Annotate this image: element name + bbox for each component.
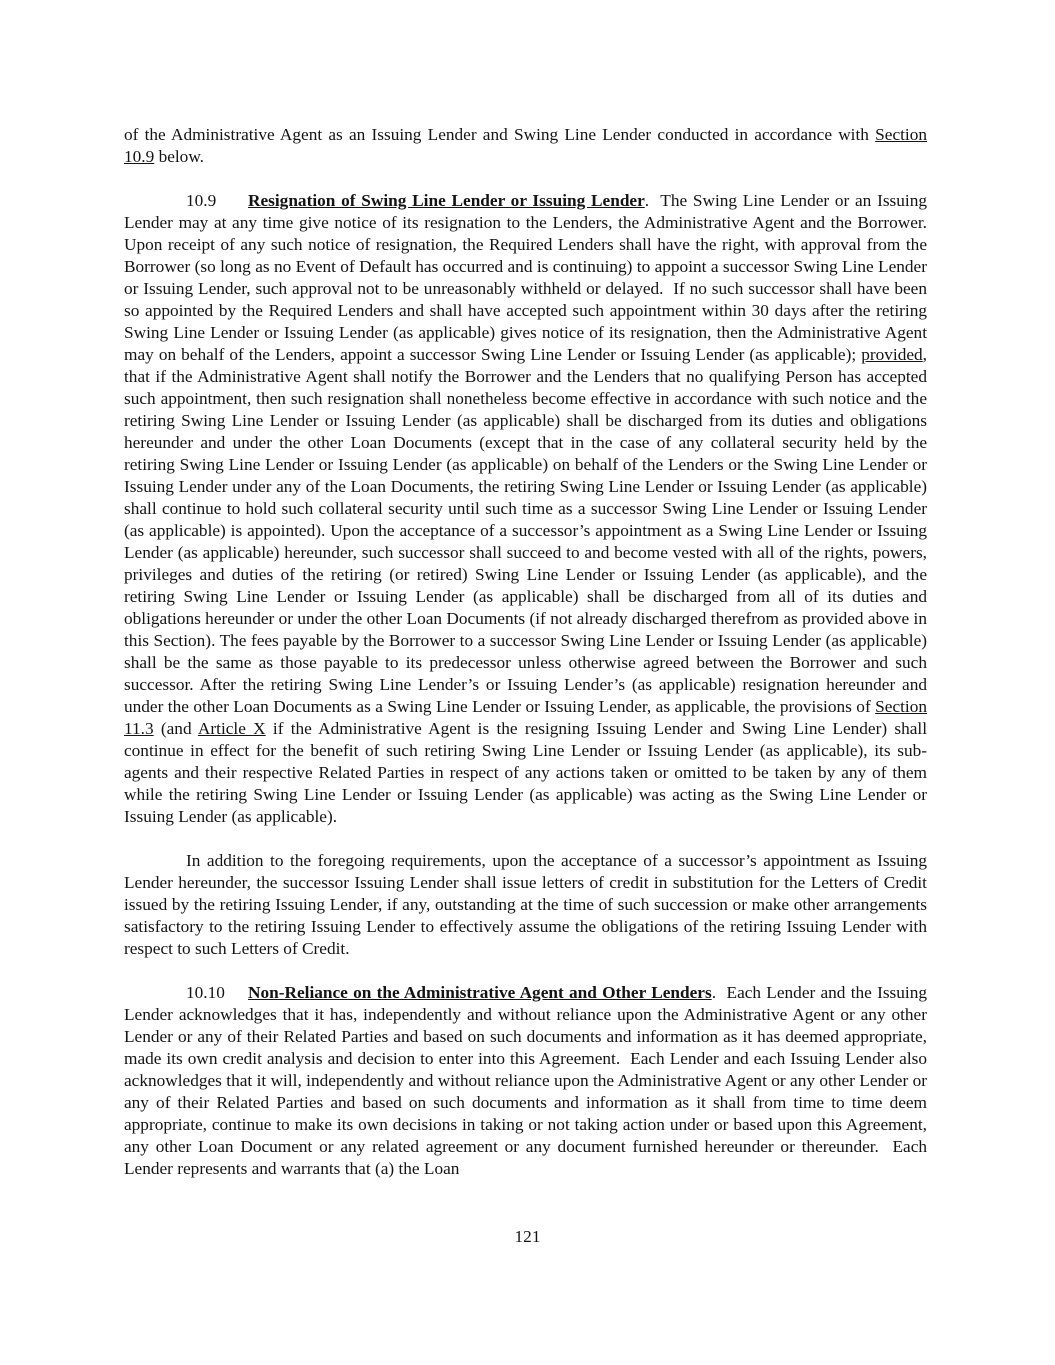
cross-reference-section-10-9: Section 10.9 — [124, 125, 927, 166]
page-number: 121 — [514, 1227, 541, 1246]
section-number: 10.9 — [186, 191, 217, 210]
continuation-paragraph — [124, 124, 927, 168]
heading-punctuation: . — [644, 191, 650, 210]
continuation-text: of the Administrative Agent as an Issuing Lender and Swing Line Lender conducted in accordance with — [124, 125, 876, 144]
heading-punctuation: . — [711, 983, 717, 1002]
section-heading: Resignation of Swing Line Lender or Issuing Lender — [248, 191, 645, 210]
section-text: Each Lender and the Issuing Lender acknowledges that it has, independently and without reliance upon the Administrative Agent or any other Lender or any of their Related Parties and based on such documents and information as it has deemed appropriate, made its own credit analysis and decision to enter into this Agreement. Each Lender and each Issuing Lender also acknowledges that it will, independently and without reliance upon the Administrative Agent or any other Lender or any of their Related Parties and based on such documents and information as it shall from time to time deem appropriate, continue to make its own decisions in taking or not taking action under or based upon this Agreement, any other Loan Document or any related agreement or any document furnished hereunder or thereunder. Each Lender represents and warrants that (a) the Loan — [124, 983, 932, 1178]
section-text: The Swing Line Lender or an Issuing Lender may at any time give notice of its resignation to the Lenders, the Administrative Agent and the Borrower. Upon receipt of any such notice of resignation, the Required Lenders shall have the right, with approval from the Borrower (so long as no Event of Default has occurred and is continuing) to appoint a successor Swing Line Lender or Issuing Lender, such approval not to be unreasonably withheld or delayed. If no such successor shall have been so appointed by the Required Lenders and shall have accepted such appointment within 30 days after the retiring Swing Line Lender or Issuing Lender (as applicable) gives notice of its resignation, then the Administrative Agent may on behalf of the Lenders, appoint a successor Swing Line Lender or Issuing Lender (as applicable); — [124, 191, 936, 364]
additional-requirements-paragraph: In addition to the foregoing requirements, upon the acceptance of a successor’s appointment as Issuing Lender hereunder, the successor Issuing Lender shall issue letters of credit in substitution for the Letters of Credit issued by the retiring Issuing Lender, if any, outstanding at the time of such succession or make other arrangements satisfactory to the retiring Issuing Lender to effectively assume the obligations of the retiring Issuing Lender with respect to such Letters of Credit. — [124, 851, 927, 958]
document-body — [124, 124, 936, 1202]
cross-reference-section-11-3: Section 11.3 — [124, 697, 927, 738]
section-text: , that if the Administrative Agent shall notify the Borrower and the Lenders that no qualifying Person has accepted such appointment, then such resignation shall nonetheless become effective in accordance with such notice and the retiring Swing Line Lender or Issuing Lender (as applicable) shall be discharged from its duties and obligations hereunder and under the other Loan Documents (except that in the case of any collateral security held by the retiring Swing Line Lender or Issuing Lender (as applicable) on behalf of the Lenders or the Swing Line Lender or Issuing Lender under any of the Loan Documents, the retiring Swing Line Lender or Issuing Lender (as applicable) shall continue to hold such collateral security until such time as a successor Swing Line Lender or Issuing Lender (as applicable) is appointed). Upon the acceptance of a successor’s appointment as a Swing Line Lender or Issuing Lender (as applicable) hereunder, such successor shall succeed to and become vested with all of the rights, powers, privileges and duties of the retiring (or retired) Swing Line Lender or Issuing Lender (as applicable), and the retiring Swing Line Lender or Issuing Lender (as applicable) shall be discharged from all of its duties and obligations hereunder or under the other Loan Documents (if not already discharged therefrom as provided above in this Section). The fees payable by the Borrower to a successor Swing Line Lender or Issuing Lender (as applicable) shall be the same as those payable to its predecessor unless otherwise agreed between the Borrower and such successor. After the retiring Swing Line Lender’s or Issuing Lender’s (as applicable) resignation hereunder and under the other Loan Documents as a Swing Line Lender or Issuing Lender, as applicable, the provisions of — [124, 345, 927, 716]
section-heading: Non-Reliance on the Administrative Agent and Other Lenders — [248, 983, 712, 1002]
continuation-text-end: below. — [154, 147, 205, 166]
section-10-10-paragraph — [124, 982, 932, 1180]
defined-term-provided: provided — [861, 345, 923, 364]
section-10-9-paragraph — [124, 190, 936, 828]
section-number: 10.10 — [186, 983, 225, 1002]
section-text: (and — [153, 719, 198, 738]
section-text: if the Administrative Agent is the resigning Issuing Lender and Swing Line Lender) shall continue in effect for the benefit of such retiring Swing Line Lender or Issuing Lender (as applicable), its sub-agents and their respective Related Parties in respect of any actions taken or omitted to be taken by any of them while the retiring Swing Line Lender or Issuing Lender (as applicable) was acting as the Swing Line Lender or Issuing Lender (as applicable). — [124, 719, 927, 826]
cross-reference-article-x: Article X — [197, 719, 266, 738]
